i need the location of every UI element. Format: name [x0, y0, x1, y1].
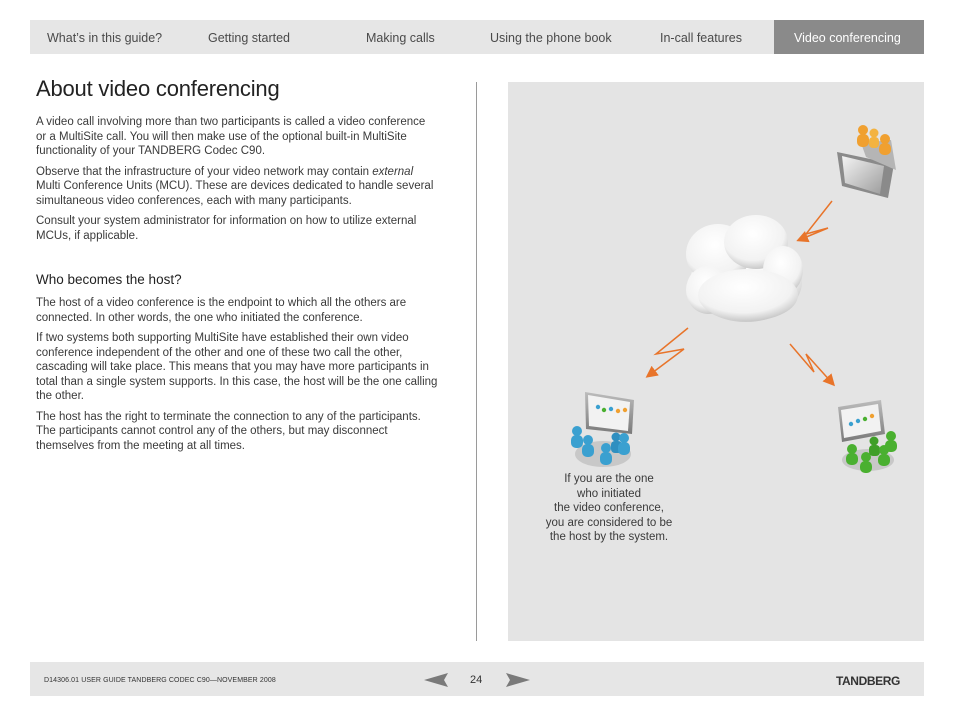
caption-line: the video conference, — [554, 502, 664, 514]
link-top-right — [799, 201, 832, 240]
illustration-panel — [508, 82, 924, 641]
person-icon — [846, 444, 858, 465]
brand-logo: TANDBERG — [836, 674, 900, 688]
person-icon — [879, 134, 891, 155]
document-id: D14306.01 USER GUIDE TANDBERG CODEC C90—NOVEMBER 2008 — [44, 677, 276, 684]
tab-video-conferencing[interactable]: Video conferencing — [774, 20, 924, 54]
intro-p2-end: Multi Conference Units (MCU). These are devices dedicated to handle several simultaneous video conferences, each with many participants. — [36, 180, 434, 207]
caption-line: If you are the one — [564, 473, 654, 485]
tab-making-calls[interactable]: Making calls — [366, 31, 435, 45]
host-paragraph-2: If two systems both supporting MultiSite have established their own video conference independent of the other and one of these two call the other, cascading will take place. This means that you may have more participants in total than a single system supports. In this case, the host will be the one calling the other. — [36, 332, 438, 402]
page-number: 24 — [470, 674, 483, 686]
tab-whats-in-this-guide[interactable]: What’s in this guide? — [47, 31, 163, 45]
host-heading: Who becomes the host? — [36, 272, 182, 287]
person-icon — [571, 426, 583, 448]
person-icon — [885, 431, 897, 452]
endpoint-top-right — [837, 125, 896, 198]
person-icon — [869, 129, 879, 149]
intro-text — [36, 115, 438, 249]
top-nav — [30, 20, 924, 54]
person-icon — [860, 452, 872, 473]
host-paragraph-3: The host has the right to terminate the connection to any of the participants. The participants cannot control any of the others, but may disconnect themselves from the meeting at all times. — [36, 410, 421, 452]
endpoint-bottom-right — [838, 400, 897, 473]
tab-in-call-features[interactable]: In-call features — [660, 31, 742, 45]
intro-p2-start: Observe that the infrastructure of your video network may contain — [36, 165, 373, 178]
arrow-left-icon[interactable] — [424, 673, 448, 687]
intro-paragraph-1: A video call involving more than two participants is called a video conference or a MultiSite call. You will then make use of the optional built-in MultiSite functionality of your TANDBERG Codec C90. — [36, 116, 426, 157]
column-divider — [476, 82, 477, 641]
tab-getting-started[interactable]: Getting started — [208, 31, 290, 45]
caption-line: the host by the system. — [549, 531, 669, 543]
person-icon — [869, 437, 880, 457]
person-icon — [582, 435, 594, 457]
page-title: About video conferencing — [36, 76, 280, 101]
network-diagram — [508, 82, 924, 641]
footer-bar — [30, 662, 924, 696]
link-bottom-left — [648, 328, 688, 376]
intro-paragraph-3: Consult your system administrator for information on how to utilize external MCUs, if applicable. — [36, 215, 417, 242]
host-paragraph-1: The host of a video conference is the endpoint to which all the others are connected. In other words, the one who initiated the conference. — [36, 297, 407, 324]
host-text — [36, 296, 438, 459]
person-icon — [857, 125, 869, 147]
arrow-right-icon[interactable] — [506, 673, 530, 687]
person-icon — [600, 443, 612, 465]
intro-p2-emphasis: external — [372, 165, 414, 178]
caption-line: who initiated — [577, 487, 641, 500]
link-bottom-right — [790, 344, 833, 384]
endpoint-host — [571, 392, 634, 467]
tab-using-the-phone-book[interactable]: Using the phone book — [490, 31, 612, 45]
caption-line: you are considered to be — [545, 516, 673, 529]
cloud-icon — [686, 215, 803, 322]
illustration-caption — [544, 472, 674, 545]
person-icon — [618, 433, 630, 455]
intro-paragraph-2 — [36, 165, 438, 209]
